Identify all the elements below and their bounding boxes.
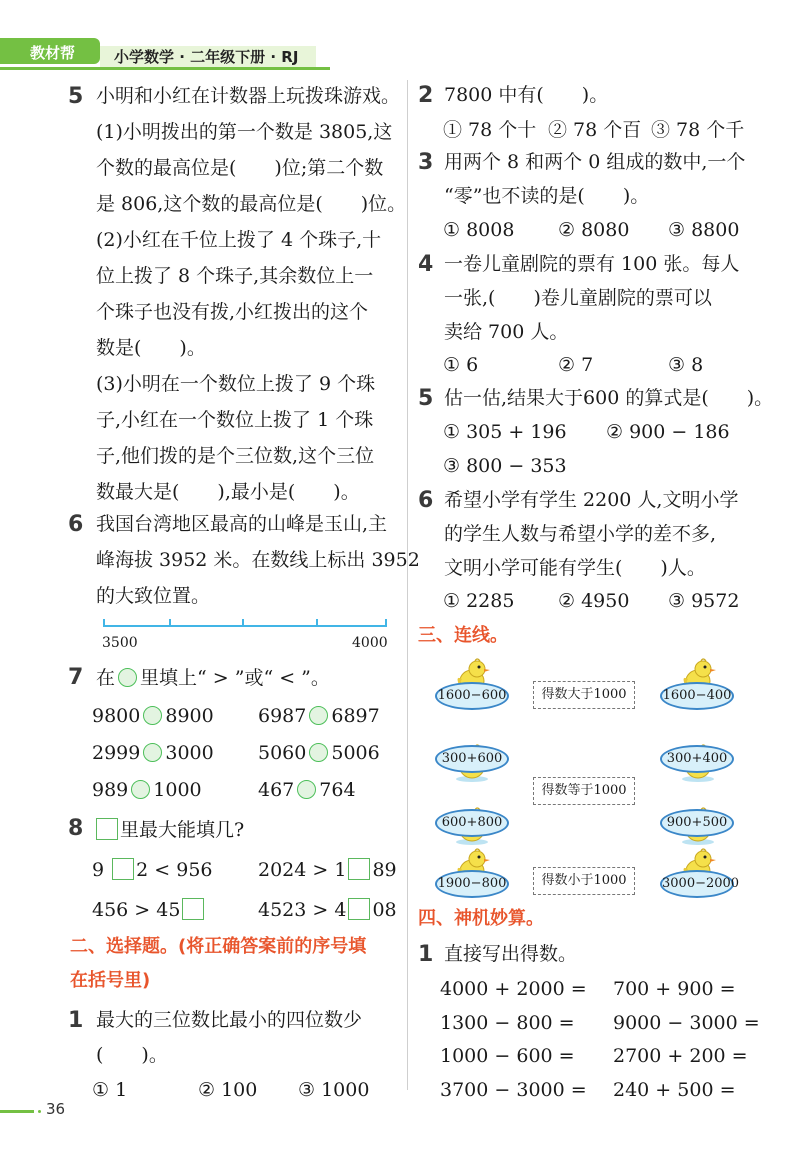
q5-line: (1)小明拨出的第一个数是 3805,这 <box>96 121 393 143</box>
q5-line: 个珠子也没有拨,小红拨出的这个 <box>96 301 369 323</box>
q5-line: 子,小红在一个数位上拨了 1 个珠 <box>96 409 374 431</box>
q5-line: 子,他们拨的是个三位数,这个三位 <box>96 445 375 467</box>
match-left-expr[interactable]: 1900−800 <box>435 870 509 898</box>
c4-option[interactable]: ① 6 <box>443 354 479 376</box>
circle-blank-icon[interactable] <box>309 706 328 725</box>
calc-expr: 1300 − 800 = <box>440 1012 575 1034</box>
number-line-tick <box>103 619 105 627</box>
c1-option[interactable]: ① 1 <box>92 1079 128 1101</box>
q6-number: 6 <box>68 512 84 537</box>
c5-option[interactable]: ① 305 + 196 <box>443 421 567 443</box>
q5-number: 5 <box>68 84 84 109</box>
number-line-end: 4000 <box>352 635 388 651</box>
c3-line: “零”也不读的是( )。 <box>444 185 650 207</box>
section-match-title: 三、连线。 <box>418 625 508 646</box>
c1-option[interactable]: ② 100 <box>198 1079 258 1101</box>
calc-expr: 9000 − 3000 = <box>613 1012 760 1034</box>
circle-blank-icon[interactable] <box>143 706 162 725</box>
q7-item: 2999 3000 <box>92 742 214 764</box>
page-number: 36 <box>46 1100 66 1118</box>
m1-title: 直接写出得数。 <box>444 943 578 965</box>
calc-expr: 1000 − 600 = <box>440 1045 575 1067</box>
c2-number: 2 <box>418 83 434 108</box>
section-choice-title-cont: 在括号里) <box>70 970 151 991</box>
c5-option[interactable]: ② 900 − 186 <box>606 421 730 443</box>
square-blank-icon[interactable] <box>348 858 370 880</box>
c2-option[interactable]: ① 78 个十 <box>443 119 537 141</box>
square-blank-icon <box>96 818 118 840</box>
number-line <box>103 625 387 627</box>
q6-line: 的大致位置。 <box>96 585 211 607</box>
q5-line: 个数的最高位是( )位;第二个数 <box>96 157 384 179</box>
c4-line: 一张,( )卷儿童剧院的票可以 <box>444 287 712 309</box>
q7-number: 7 <box>68 665 84 690</box>
calc-expr: 4000 + 2000 = <box>440 978 587 1000</box>
section-choice-title: 二、选择题。(将正确答案前的序号填 <box>70 936 367 957</box>
number-line-tick <box>385 619 387 627</box>
c1-option[interactable]: ③ 1000 <box>298 1079 370 1101</box>
match-mid-box[interactable]: 得数小于1000 <box>533 867 635 895</box>
c3-number: 3 <box>418 150 434 175</box>
c6-line: 希望小学有学生 2200 人,文明小学 <box>444 489 739 511</box>
c6-line: 文明小学可能有学生( )人。 <box>444 557 706 579</box>
column-divider <box>407 80 408 1090</box>
q7-item: 5060 5006 <box>258 742 380 764</box>
c3-option[interactable]: ② 8080 <box>558 219 630 241</box>
number-line-tick <box>316 619 318 627</box>
match-right-expr[interactable]: 1600−400 <box>660 682 734 710</box>
header-line <box>0 67 330 70</box>
number-line-start: 3500 <box>102 635 138 651</box>
square-blank-icon[interactable] <box>182 898 204 920</box>
c1-number: 1 <box>68 1008 84 1033</box>
q7-item: 989 1000 <box>92 779 202 801</box>
q7-title: 在 里填上“ > ”或“ < ”。 <box>96 667 330 689</box>
q8-title: 里最大能填几? <box>94 818 244 841</box>
calc-expr: 700 + 900 = <box>613 978 736 1000</box>
c2-option[interactable]: ② 78 个百 <box>548 119 642 141</box>
q6-line: 峰海拔 3952 米。在数线上标出 3952 <box>96 549 420 571</box>
header-tab-label: 教材帮 <box>30 44 76 62</box>
match-mid-box[interactable]: 得数等于1000 <box>533 777 635 805</box>
q8-number: 8 <box>68 816 84 841</box>
calc-expr: 240 + 500 = <box>613 1079 736 1101</box>
q7-item: 6987 6897 <box>258 705 380 727</box>
calc-expr: 2700 + 200 = <box>613 1045 748 1067</box>
match-left-expr[interactable]: 300+600 <box>435 745 509 773</box>
circle-blank-icon[interactable] <box>143 743 162 762</box>
c2-option[interactable]: ③ 78 个千 <box>651 119 745 141</box>
c3-option[interactable]: ① 8008 <box>443 219 515 241</box>
q5-line: 数最大是( ),最小是( )。 <box>96 481 360 503</box>
q7-item: 9800 8900 <box>92 705 214 727</box>
c1-line: ( )。 <box>96 1044 168 1066</box>
circle-blank-icon <box>118 668 137 687</box>
section-calc-title: 四、神机妙算。 <box>418 908 544 929</box>
c6-line: 的学生人数与希望小学的差不多, <box>444 523 717 545</box>
c4-line: 一卷儿童剧院的票有 100 张。每人 <box>444 253 740 275</box>
match-right-expr[interactable]: 300+400 <box>660 745 734 773</box>
header-title: 小学数学 · 二年级下册 · RJ <box>114 48 299 66</box>
c2-text: 7800 中有( )。 <box>444 84 609 106</box>
c4-line: 卖给 700 人。 <box>444 321 569 343</box>
c4-option[interactable]: ③ 8 <box>668 354 704 376</box>
c6-option[interactable]: ① 2285 <box>443 590 515 612</box>
c3-line: 用两个 8 和两个 0 组成的数中,一个 <box>444 151 746 173</box>
c3-option[interactable]: ③ 8800 <box>668 219 740 241</box>
number-line-tick <box>242 619 244 627</box>
match-right-expr[interactable]: 3000−2000 <box>660 870 734 898</box>
m1-number: 1 <box>418 942 434 967</box>
q5-line: 数是( )。 <box>96 337 206 359</box>
c5-text: 估一估,结果大于600 的算式是( )。 <box>444 387 774 409</box>
q5-title: 小明和小红在计数器上玩拨珠游戏。 <box>96 85 401 107</box>
c6-option[interactable]: ② 4950 <box>558 590 630 612</box>
q5-line: (2)小红在千位上拨了 4 个珠子,十 <box>96 229 382 251</box>
c6-number: 6 <box>418 488 434 513</box>
calc-expr: 3700 − 3000 = <box>440 1079 587 1101</box>
q8-item: 4523 > 4 08 <box>258 899 397 921</box>
footer-dot <box>38 1110 41 1113</box>
c5-number: 5 <box>418 386 434 411</box>
match-left-expr[interactable]: 1600−600 <box>435 682 509 710</box>
q7-item: 467 764 <box>258 779 356 801</box>
q5-line: 是 806,这个数的最高位是( )位。 <box>96 193 407 215</box>
match-right-expr[interactable]: 900+500 <box>660 809 734 837</box>
q6-line: 我国台湾地区最高的山峰是玉山,主 <box>96 513 388 535</box>
number-line-tick <box>169 619 171 627</box>
match-mid-box[interactable]: 得数大于1000 <box>533 681 635 709</box>
c4-number: 4 <box>418 252 434 277</box>
c6-option[interactable]: ③ 9572 <box>668 590 740 612</box>
footer-line <box>0 1110 34 1113</box>
q8-item: 456 > 45 <box>92 898 206 921</box>
circle-blank-icon[interactable] <box>131 780 150 799</box>
match-left-expr[interactable]: 600+800 <box>435 809 509 837</box>
square-blank-icon[interactable] <box>112 858 134 880</box>
q5-line: (3)小明在一个数位上拨了 9 个珠 <box>96 373 376 395</box>
q8-item: 2024 > 1 89 <box>258 859 397 881</box>
q8-item: 9 2 < 956 <box>92 859 213 881</box>
circle-blank-icon[interactable] <box>309 743 328 762</box>
square-blank-icon[interactable] <box>348 898 370 920</box>
q5-line: 位上拨了 8 个珠子,其余数位上一 <box>96 265 374 287</box>
c1-line: 最大的三位数比最小的四位数少 <box>96 1009 363 1031</box>
c5-option[interactable]: ③ 800 − 353 <box>443 455 567 477</box>
circle-blank-icon[interactable] <box>297 780 316 799</box>
c4-option[interactable]: ② 7 <box>558 354 594 376</box>
